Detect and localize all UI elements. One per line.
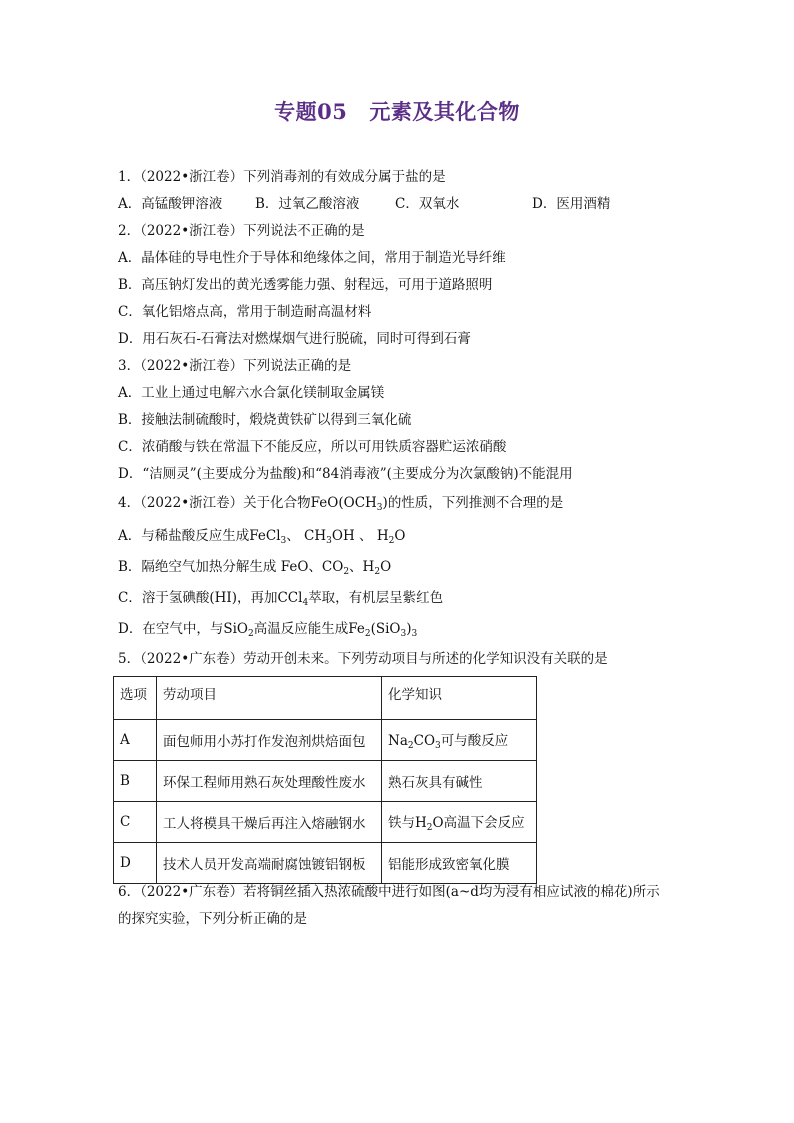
q2-option-c: C．氧化铝熔点高，常用于制造耐高温材料 xyxy=(118,304,372,320)
question-4-stem xyxy=(118,494,563,517)
q1-option-c: C．双氧水 xyxy=(395,196,460,212)
q4-option-a: A．与稀盐酸反应生成FeCl$_3$、 $CH_3OH$ 、 $H_2O$ xyxy=(118,528,406,546)
table-row xyxy=(114,843,537,884)
title-topic: 元素及其化合物 xyxy=(369,99,520,124)
question-3-stem: 3．（2022•浙江卷）下列说法正确的是 xyxy=(118,358,352,374)
q4-option-c: C．溶于氢碘酸(HI)，再加CCl$_4$萃取，有机层呈紫红色 xyxy=(118,590,444,608)
q4-stem-pre: 4．（2022•浙江卷）关于化合物 xyxy=(118,495,311,511)
question-6-stem-line1: 6．（2022•广东卷）若将铜丝插入热浓硫酸中进行如图(a~d均为浸有相应试液的棉花)所示 xyxy=(118,884,660,900)
question-1-stem: 1．（2022•浙江卷）下列消毒剂的有效成分属于盐的是 xyxy=(118,169,446,185)
q3-option-b: B．接触法制硫酸时，煅烧黄铁矿以得到三氧化硫 xyxy=(118,412,412,428)
header-knowledge: 化学知识 xyxy=(382,677,537,720)
page-title xyxy=(0,96,794,126)
q3-option-d: D．“洁厕灵”(主要成分为盐酸)和“84消毒液”(主要成分为次氯酸钠)不能混用 xyxy=(118,466,573,482)
q4-formula: $FeO(OCH_3)$ xyxy=(310,495,388,513)
row-option: B xyxy=(114,761,157,802)
row-knowledge: 铝能形成致密氧化膜 xyxy=(382,843,537,884)
question-1-options xyxy=(118,195,610,213)
row-knowledge: 熟石灰具有碱性 xyxy=(382,761,537,802)
row-option: C xyxy=(114,802,157,843)
row-option: A xyxy=(114,720,157,761)
q1-option-d: D．医用酒精 xyxy=(532,196,611,212)
title-label: 专题05 xyxy=(274,99,348,124)
q1-option-b: B．过氧乙酸溶液 xyxy=(255,196,360,212)
q2-option-b: B．高压钠灯发出的黄光透雾能力强、射程远，可用于道路照明 xyxy=(118,277,493,293)
row-option: D xyxy=(114,843,157,884)
q4-option-b: B．隔绝空气加热分解生成 FeO、$CO_2$、$H_2O$ xyxy=(118,559,392,577)
q5-table xyxy=(113,676,537,884)
table-row xyxy=(114,802,537,843)
q2-option-d: D．用石灰石-石膏法对燃煤烟气进行脱硫，同时可得到石膏 xyxy=(118,331,471,347)
row-project: 技术人员开发高端耐腐蚀镀铝钢板 xyxy=(157,843,382,884)
row-knowledge: 铁与$H_2O$高温下会反应 xyxy=(382,802,537,843)
table-header-row xyxy=(114,677,537,720)
row-project: 环保工程师用熟石灰处理酸性废水 xyxy=(157,761,382,802)
q1-option-a: A．高锰酸钾溶液 xyxy=(118,196,223,212)
header-project: 劳动项目 xyxy=(157,677,382,720)
header-option: 选项 xyxy=(114,677,157,720)
q4-option-d: D．在空气中，与SiO$_2$高温反应能生成$Fe_2(SiO_3)_3$ xyxy=(118,621,418,639)
question-6-stem-line2: 的探究实验，下列分析正确的是 xyxy=(118,911,307,927)
question-2-stem: 2．（2022•浙江卷）下列说法不正确的是 xyxy=(118,223,365,239)
q4-stem-post: 的性质，下列推测不合理的是 xyxy=(387,495,564,511)
row-project: 工人将模具干燥后再注入熔融钢水 xyxy=(157,802,382,843)
row-knowledge: $Na_2CO_3$可与酸反应 xyxy=(382,720,537,761)
q2-option-a: A．晶体硅的导电性介于导体和绝缘体之间，常用于制造光导纤维 xyxy=(118,250,506,266)
table-row xyxy=(114,720,537,761)
q3-option-c: C．浓硝酸与铁在常温下不能反应，所以可用铁质容器贮运浓硝酸 xyxy=(118,439,507,455)
q3-option-a: A．工业上通过电解六水合氯化镁制取金属镁 xyxy=(118,385,385,401)
table-row xyxy=(114,761,537,802)
row-project: 面包师用小苏打作发泡剂烘焙面包 xyxy=(157,720,382,761)
question-5-stem: 5．（2022•广东卷）劳动开创未来。下列劳动项目与所述的化学知识没有关联的是 xyxy=(118,651,608,667)
